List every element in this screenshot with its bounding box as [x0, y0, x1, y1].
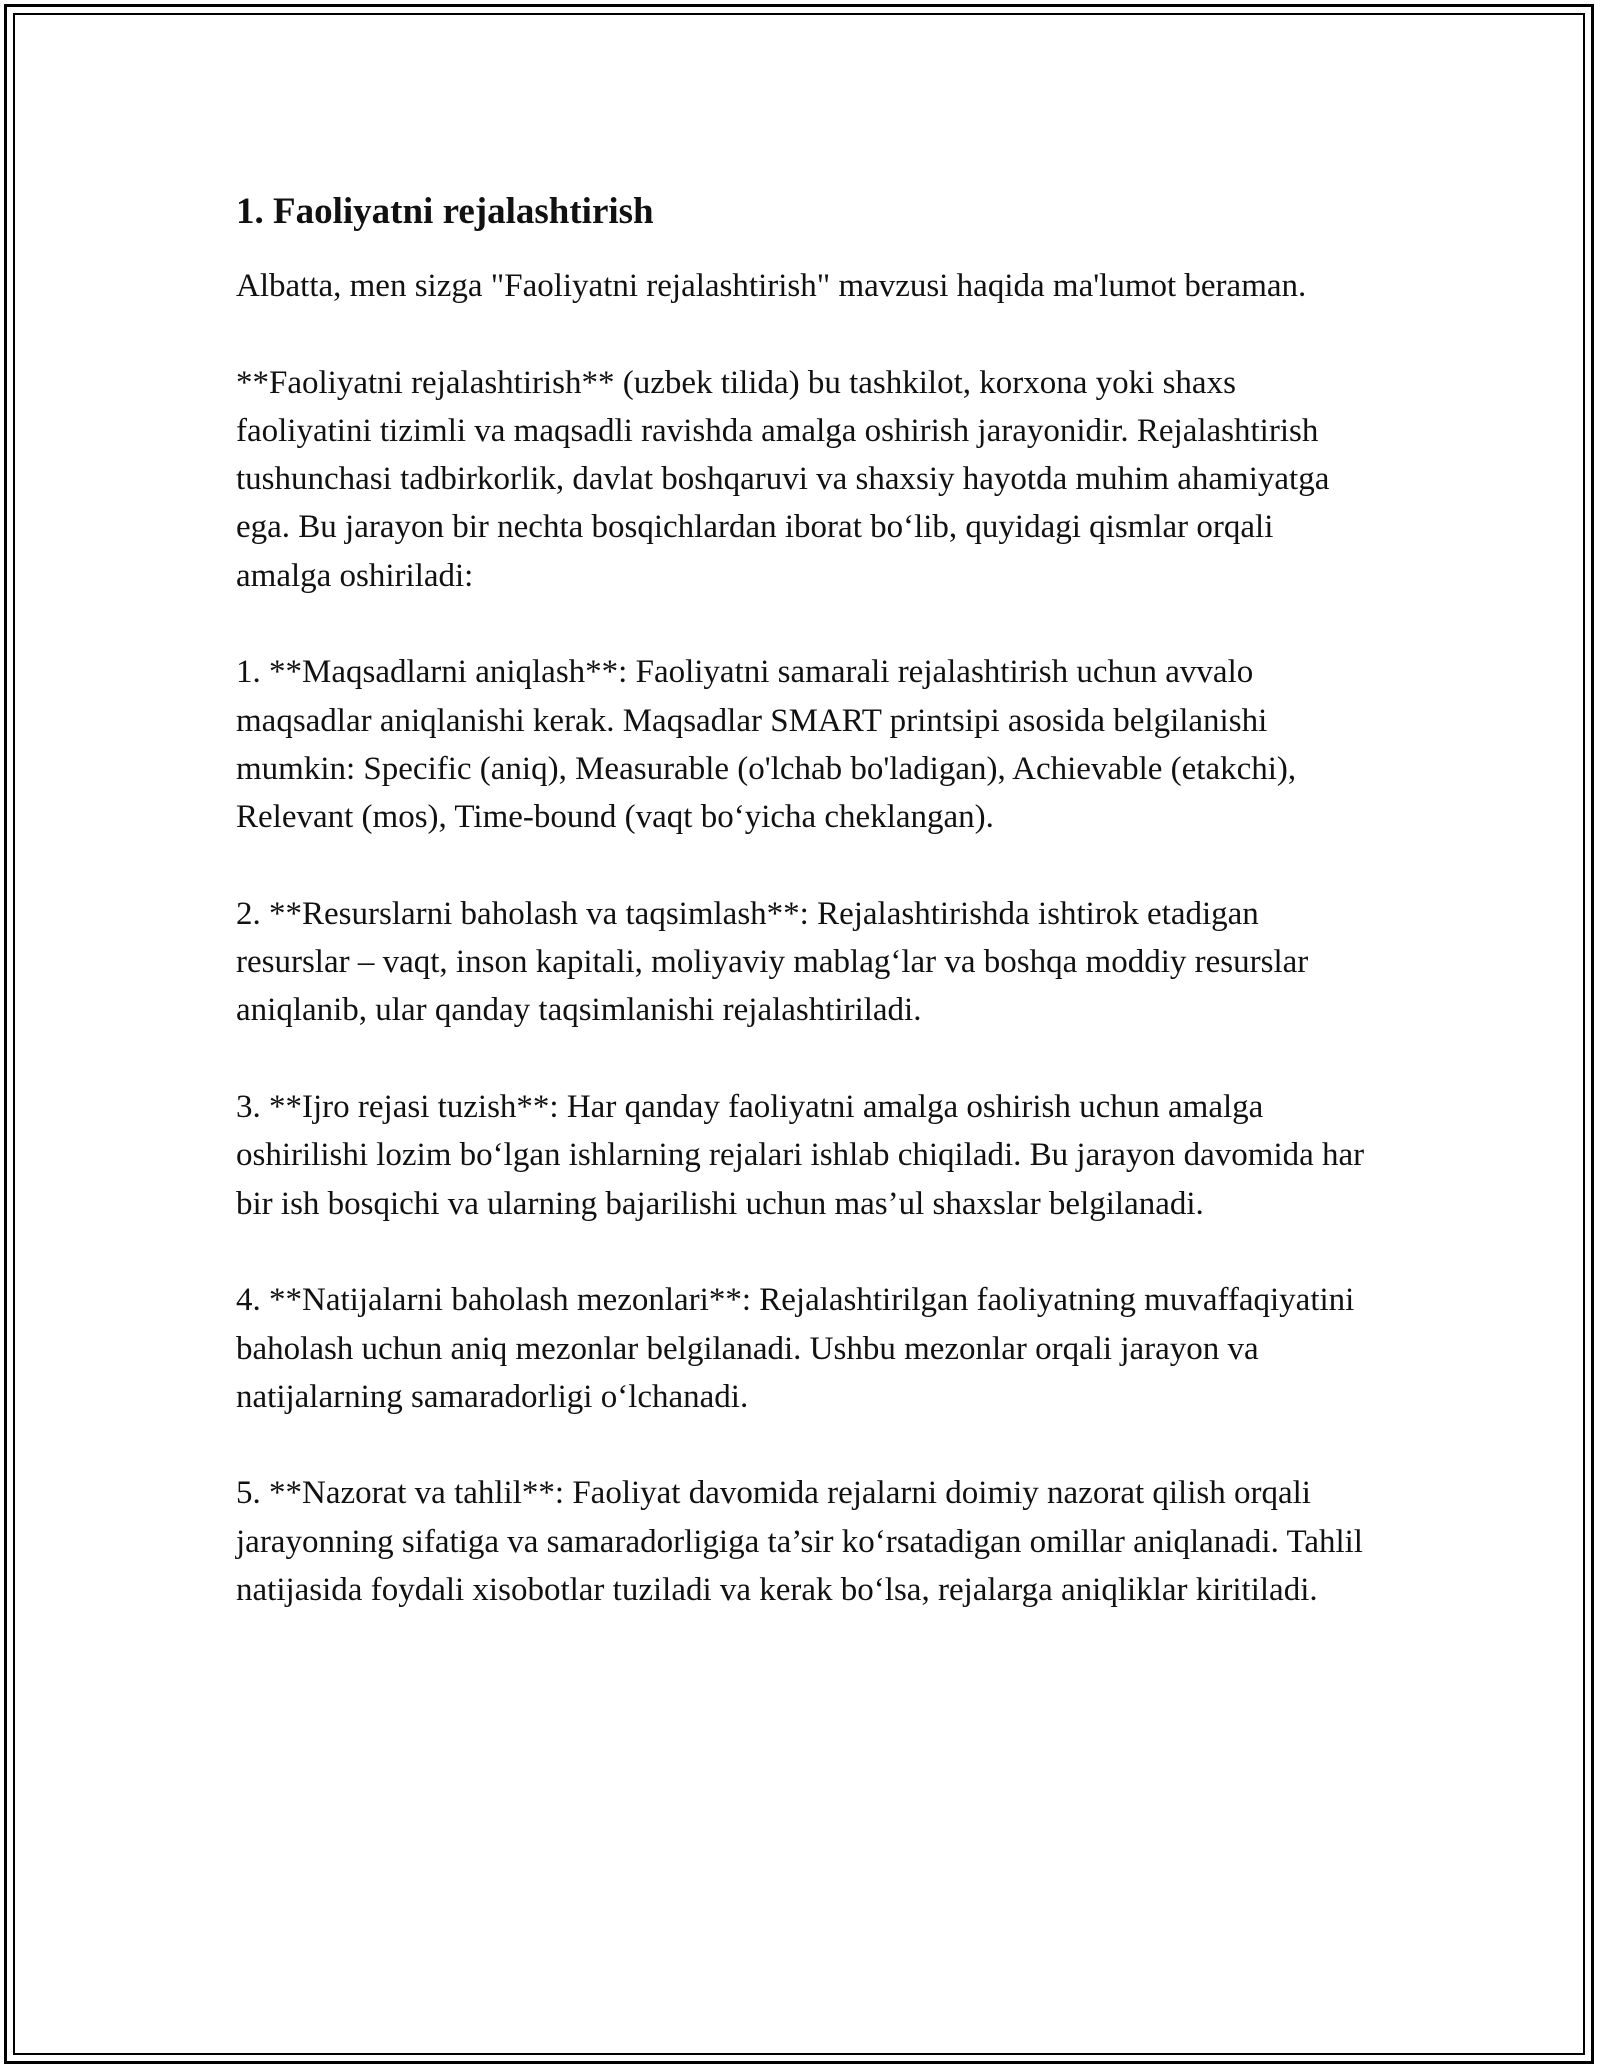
step-3-paragraph: 3. **Ijro rejasi tuzish**: Har qanday faoliyatni amalga oshirish uchun amalga oshirilishi lozim bo‘lgan ishlarning rejalari ishlab chiqiladi. Bu jarayon davomida har bir ish bosqichi va ularning bajarilishi uchun mas’ul shaxslar belgilanadi. — [236, 1089, 1365, 1222]
step-4-paragraph: 4. **Natijalarni baholash mezonlari**: Rejalashtirilgan faoliyatning muvaffaqiyatini baholash uchun aniq mezonlar belgilanadi. Ushbu mezonlar orqali jarayon va natijalarning samaradorligi o‘lchanadi. — [236, 1282, 1355, 1415]
definition-paragraph: **Faoliyatni rejalashtirish** (uzbek tilida) bu tashkilot, korxona yoki shaxs faoliyatini tizimli va maqsadli ravishda amalga oshirish jarayonidir. Rejalashtirish tushunchasi tadbirkorlik, davlat boshqaruvi va shaxsiy hayotda muhim ahamiyatga ega. Bu jarayon bir nechta bosqichlardan iborat bo‘lib, quyidagi qismlar orqali amalga oshiriladi: — [236, 364, 1330, 594]
document-body — [236, 188, 1376, 1663]
intro-paragraph: Albatta, men sizga "Faoliyatni rejalashtirish" mavzusi haqida ma'lumot beraman. — [236, 268, 1307, 304]
step-2-paragraph: 2. **Resurslarni baholash va taqsimlash**: Rejalashtirishda ishtirok etadigan resurslar – vaqt, inson kapitali, moliyaviy mablag‘lar va boshqa moddiy resurslar aniqlanib, ular qanday taqsimlanishi rejalashtiriladi. — [236, 895, 1309, 1029]
document-heading: 1. Faoliyatni rejalashtirish — [236, 191, 654, 232]
step-5-paragraph: 5. **Nazorat va tahlil**: Faoliyat davomida rejalarni doimiy nazorat qilish orqali jarayonning sifatiga va samaradorligiga ta’sir ko‘rsatadigan omillar aniqlanadi. Tahlil natijasida foydali xisobotlar tuziladi va kerak bo‘lsa, rejalarga aniqliklar kiritiladi. — [236, 1475, 1363, 1609]
step-1-paragraph: 1. **Maqsadlarni aniqlash**: Faoliyatni samarali rejalashtirish uchun avvalo maqsadlar aniqlanishi kerak. Maqsadlar SMART printsipi asosida belgilanishi mumkin: Specific (aniq), Measurable (o'lchab bo'ladigan), Achievable (etakchi), Relevant (mos), Time-bound (vaqt bo‘yicha cheklangan). — [236, 654, 1297, 836]
